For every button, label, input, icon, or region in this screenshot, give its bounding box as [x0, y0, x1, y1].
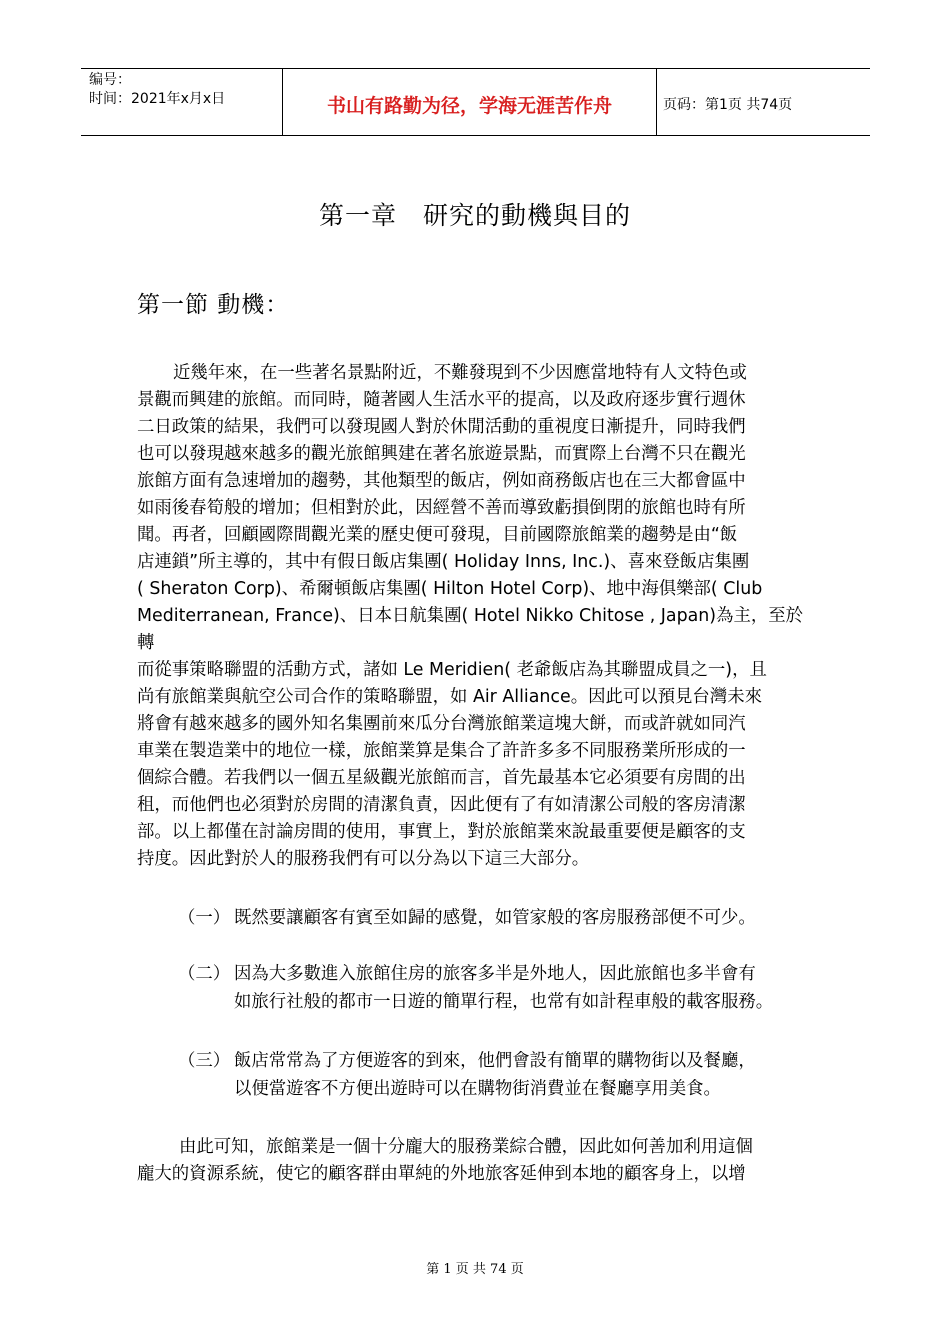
page-footer: 第 1 页 共 74 页	[426, 1262, 524, 1277]
paragraph-line: 尚有旅館業與航空公司合作的策略聯盟，如 Air Alliance。因此可以預見台灣未來	[137, 687, 762, 707]
paragraph-line: 近幾年來，在一些著名景點附近，不難發現到不少因應當地特有人文特色或	[173, 363, 747, 383]
paragraph-line: 車業在製造業中的地位一樣，旅館業算是集合了許許多多不同服務業所形成的一	[137, 741, 746, 761]
paragraph-line: 店連鎖”所主導的，其中有假日飯店集團( Holiday Inns, Inc.)、喜來登飯店集團	[137, 552, 750, 572]
header-page-info: 页码：第1页 共74页	[663, 97, 793, 113]
list-item	[178, 960, 828, 1016]
header-table	[81, 68, 870, 136]
list-text-continuation: 以便當遊客不方便出遊時可以在購物街消費並在餐廳享用美食。	[234, 1079, 721, 1099]
paragraph-line: 部。以上都僅在討論房間的使用，事實上，對於旅館業來說最重要便是顧客的支	[137, 822, 746, 842]
paragraph-line: 由此可知，旅館業是一個十分龐大的服務業綜合體，因此如何善加利用這個	[179, 1137, 753, 1157]
document-number-label: 编号：	[89, 72, 131, 88]
paragraph-line: 聞。再者，回顧國際間觀光業的歷史便可發現，目前國際旅館業的趨勢是由“飯	[137, 525, 738, 545]
list-text-continuation: 如旅行社般的都市一日遊的簡單行程，也常有如計程車般的載客服務。	[234, 992, 774, 1012]
paragraph-line: 龐大的資源系統，使它的顧客群由單純的外地旅客延伸到本地的顧客身上，以增	[137, 1164, 746, 1184]
paragraph-line: 將會有越來越多的國外知名集團前來瓜分台灣旅館業這塊大餅，而或許就如同汽	[137, 714, 746, 734]
paragraph-line: 也可以發現越來越多的觀光旅館興建在著名旅遊景點，而實際上台灣不只在觀光	[137, 444, 746, 464]
list-text: 既然要讓顧客有賓至如歸的感覺，如管家般的客房服務部便不可少。	[234, 908, 756, 928]
paragraph-line: 而從事策略聯盟的活動方式，諸如 Le Meridien( 老爺飯店為其聯盟成員之一)，且	[137, 660, 767, 680]
header-motto: 书山有路勤为径，学海无涯苦作舟	[283, 69, 657, 135]
paragraph-line: 二日政策的結果，我們可以發現國人對於休閒活動的重視度日漸提升，同時我們	[137, 417, 746, 437]
paragraph-line: 如雨後春筍般的增加；但相對於此，因經營不善而導致虧損倒閉的旅館也時有所	[137, 498, 746, 518]
paragraph-line: 個綜合體。若我們以一個五星級觀光旅館而言，首先最基本它必須要有房間的出	[137, 768, 746, 788]
paragraph-line: 持度。因此對於人的服務我們有可以分為以下這三大部分。	[137, 849, 590, 869]
list-marker: （二）	[178, 964, 231, 984]
list-marker: （三）	[178, 1051, 231, 1071]
list-text: 飯店常常為了方便遊客的到來，他們會設有簡單的購物街以及餐廳，	[234, 1051, 756, 1071]
chapter-title: 第一章 研究的動機與目的	[318, 201, 631, 230]
document-date-label: 时间：2021年x月x日	[89, 91, 226, 107]
paragraph-motivation	[137, 360, 817, 873]
paragraph-line: 租，而他們也必須對於房間的清潔負責，因此便有了有如清潔公司般的客房清潔	[137, 795, 746, 815]
paragraph-line: 旅館方面有急速增加的趨勢，其他類型的飯店，例如商務飯店也在三大都會區中	[137, 471, 746, 491]
list-item	[178, 904, 828, 932]
section-title: 第一節 動機：	[137, 292, 290, 318]
paragraph-line: Mediterranean, France)、日本日航集團( Hotel Nikko Chitose , Japan)為主，至於轉	[137, 606, 804, 653]
paragraph-line: 景觀而興建的旅館。而同時，隨著國人生活水平的提高，以及政府逐步實行週休	[137, 390, 746, 410]
list-marker: （一）	[178, 908, 231, 928]
list-text: 因為大多數進入旅館住房的旅客多半是外地人，因此旅館也多半會有	[234, 964, 756, 984]
paragraph-line: ( Sheraton Corp)、希爾頓飯店集團( Hilton Hotel Corp)、地中海俱樂部( Club	[137, 579, 763, 599]
list-item	[178, 1047, 828, 1103]
paragraph-conclusion	[137, 1134, 817, 1188]
header-meta-cell	[81, 69, 283, 135]
